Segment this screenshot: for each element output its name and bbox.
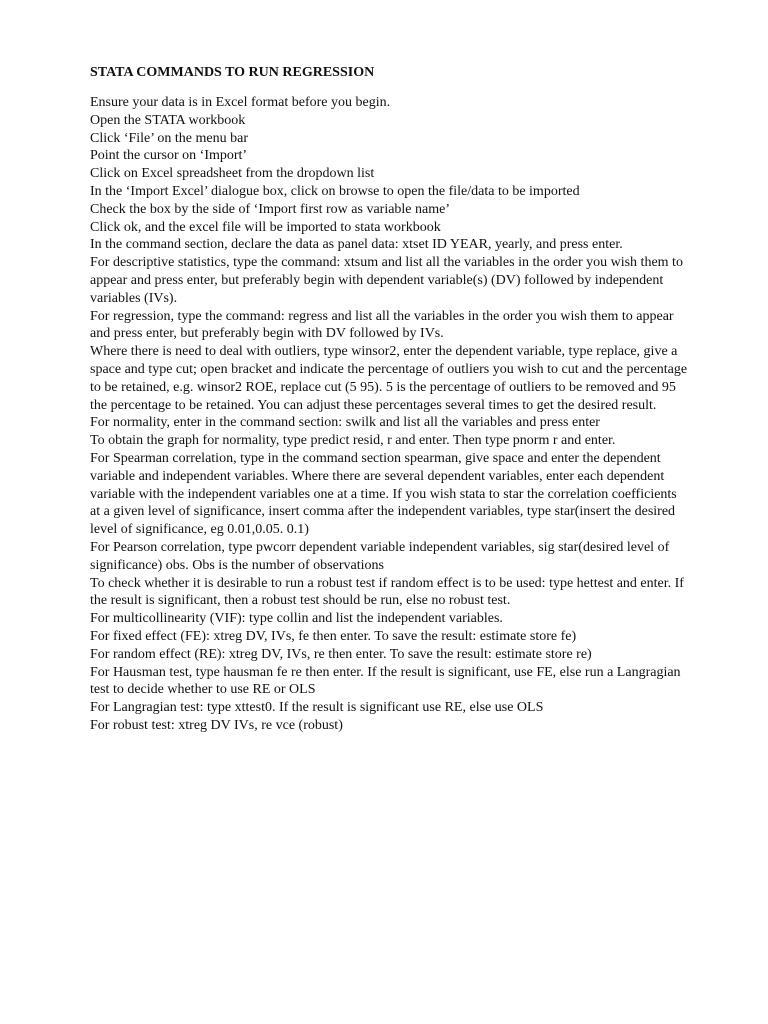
instruction-line: Ensure your data is in Excel format before you begin. xyxy=(90,95,391,110)
instruction-line: For Spearman correlation, type in the command section spearman, give space and enter the dependent variable and independent variables. Where there are several dependent variables, enter each dependent variable with the independent variables one at a time. If you wish stata to star the correlation coefficients at a given level of significance, insert comma after the independent variables, type star(insert the desired level of significance, eg 0.01,0.05. 0.1) xyxy=(90,450,677,538)
instruction-list xyxy=(90,94,690,735)
instruction-line: Open the STATA workbook xyxy=(90,112,246,128)
instruction-line: Check the box by the side of ‘Import first row as variable name’ xyxy=(90,201,451,217)
document-body xyxy=(90,64,690,735)
instruction-line: Click ‘File’ on the menu bar xyxy=(90,130,248,146)
instruction-line: For Hausman test, type hausman fe re then enter. If the result is significant, use FE, else run a Langragian test to decide whether to use RE or OLS xyxy=(90,664,681,698)
instruction-line: In the command section, declare the data as panel data: xtset ID YEAR, yearly, and press enter. xyxy=(90,237,623,253)
instruction-line: For multicollinearity (VIF): type collin and list the independent variables. xyxy=(90,611,503,627)
instruction-line: For random effect (RE): xtreg DV, IVs, re then enter. To save the result: estimate store re) xyxy=(90,646,592,662)
instruction-line: Where there is need to deal with outliers, type winsor2, enter the dependent variable, type replace, give a space and type cut; open bracket and indicate the percentage of outliers you wish to cut and the percentage to be retained, e.g. winsor2 ROE, replace cut (5 95). 5 is the percentage of outliers to be removed and 95 the percentage to be retained. You can adjust these percentages several times to get the desired result. xyxy=(90,344,688,413)
instruction-line: To check whether it is desirable to run a robust test if random effect is to be used: type hettest and enter. If the result is significant, then a robust test should be run, else no robust test. xyxy=(90,575,684,609)
instruction-line: For regression, type the command: regress and list all the variables in the order you wish them to appear and press enter, but preferably begin with DV followed by IVs. xyxy=(90,308,674,342)
instruction-line: For Langragian test: type xttest0. If the result is significant use RE, else use OLS xyxy=(90,700,544,716)
document-title: STATA COMMANDS TO RUN REGRESSION xyxy=(90,65,375,80)
instruction-line: Click on Excel spreadsheet from the dropdown list xyxy=(90,166,375,182)
instruction-line: For Pearson correlation, type pwcorr dependent variable independent variables, sig star(desired level of significance) obs. Obs is the number of observations xyxy=(90,539,670,573)
instruction-line: To obtain the graph for normality, type predict resid, r and enter. Then type pnorm r and enter. xyxy=(90,433,616,449)
instruction-line: Point the cursor on ‘Import’ xyxy=(90,148,248,164)
instruction-line: For descriptive statistics, type the command: xtsum and list all the variables in the order you wish them to appear and press enter, but preferably begin with dependent variable(s) (DV) followed by independent variables (IVs). xyxy=(90,255,683,306)
instruction-line: Click ok, and the excel file will be imported to stata workbook xyxy=(90,219,441,235)
instruction-line: For fixed effect (FE): xtreg DV, IVs, fe then enter. To save the result: estimate store fe) xyxy=(90,628,577,644)
instruction-line: For normality, enter in the command section: swilk and list all the variables and press enter xyxy=(90,415,600,431)
instruction-line: For robust test: xtreg DV IVs, re vce (robust) xyxy=(90,717,343,733)
instruction-line: In the ‘Import Excel’ dialogue box, click on browse to open the file/data to be imported xyxy=(90,183,580,199)
